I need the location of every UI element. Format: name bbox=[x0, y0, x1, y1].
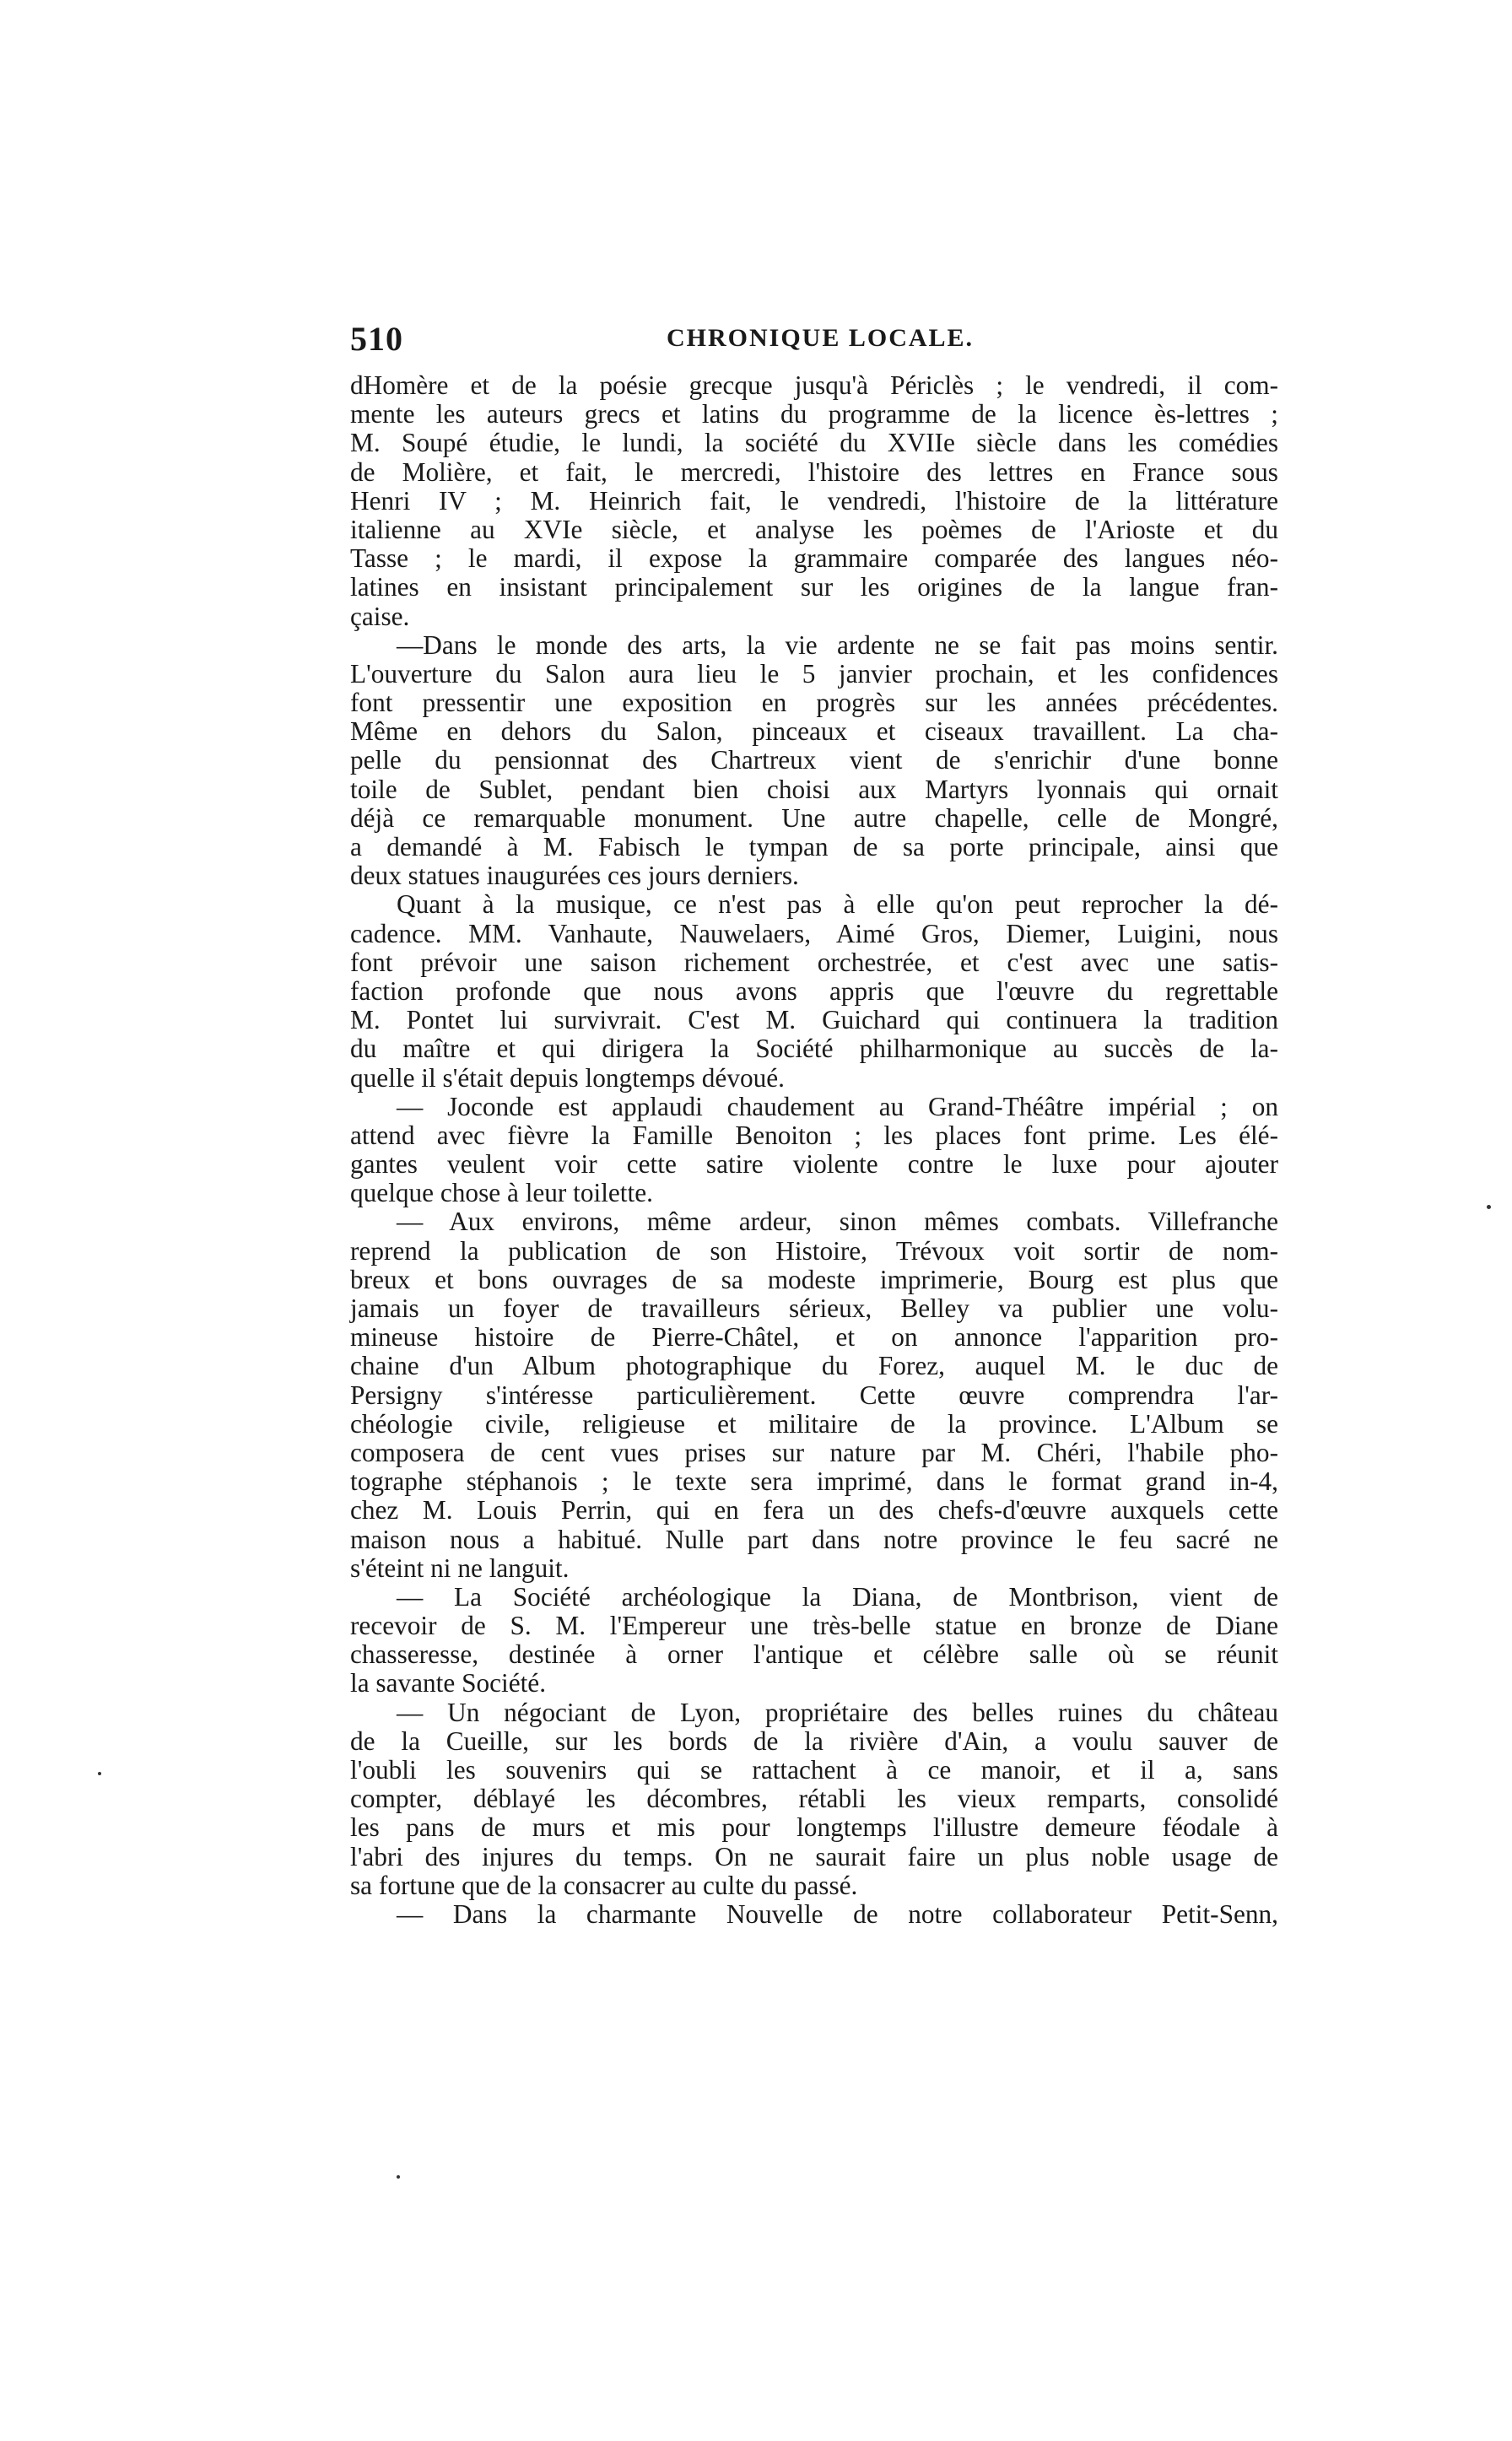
text-line: compter, déblayé les décombres, rétabli les vieux remparts, consolidé bbox=[350, 1784, 1278, 1814]
print-speck bbox=[397, 2175, 400, 2179]
text-line: les pans de murs et mis pour longtemps l'illustre demeure féodale à bbox=[350, 1812, 1278, 1843]
text-line: — Un négociant de Lyon, propriétaire des belles ruines du château bbox=[397, 1697, 1278, 1727]
text-line: toile de Sublet, pendant bien choisi aux Martyrs lyonnais qui ornait bbox=[350, 774, 1278, 804]
text-line: cadence. MM. Vanhaute, Nauwelaers, Aimé Gros, Diemer, Luigini, nous bbox=[350, 918, 1278, 948]
text-line: chasseresse, destinée à orner l'antique et célèbre salle où se réunit bbox=[350, 1639, 1278, 1670]
text-line: — Dans la charmante Nouvelle de notre collaborateur Petit-Senn, bbox=[397, 1898, 1278, 1929]
text-line: l'abri des injures du temps. On ne saurait faire un plus noble usage de bbox=[350, 1841, 1278, 1871]
print-speck bbox=[98, 1772, 101, 1775]
text-line: deux statues inaugurées ces jours derniers. bbox=[350, 861, 799, 891]
text-line: font prévoir une saison richement orchestrée, et c'est avec une satis- bbox=[350, 947, 1278, 977]
text-line: mineuse histoire de Pierre-Châtel, et on annonce l'apparition pro- bbox=[350, 1322, 1278, 1353]
text-line: s'éteint ni ne languit. bbox=[350, 1553, 570, 1583]
text-line: breux et bons ouvrages de sa modeste imprimerie, Bourg est plus que bbox=[350, 1264, 1278, 1294]
text-line: — Joconde est applaudi chaudement au Grand-Théâtre impérial ; on bbox=[397, 1091, 1278, 1121]
text-line: chez M. Louis Perrin, qui en fera un des chefs-d'œuvre auxquels cette bbox=[350, 1495, 1278, 1526]
text-line: pelle du pensionnat des Chartreux vient de s'enrichir d'une bonne bbox=[350, 745, 1278, 775]
text-line: chaine d'un Album photographique du Forez, auquel M. le duc de bbox=[350, 1351, 1278, 1381]
text-line: çaise. bbox=[350, 601, 410, 631]
running-title: CHRONIQUE LOCALE. bbox=[667, 324, 975, 352]
text-line: chéologie civile, religieuse et militaire de la province. L'Album se bbox=[350, 1408, 1278, 1439]
page-number: 510 bbox=[350, 320, 403, 358]
text-line: Même en dehors du Salon, pinceaux et ciseaux travaillent. La cha- bbox=[350, 716, 1278, 747]
text-line: tographe stéphanois ; le texte sera imprimé, dans le format grand in-4, bbox=[350, 1466, 1278, 1497]
text-line: maison nous a habitué. Nulle part dans notre province le feu sacré ne bbox=[350, 1524, 1278, 1554]
text-line: quelle il s'était depuis longtemps dévoué. bbox=[350, 1062, 785, 1093]
text-line: l'oubli les souvenirs qui se rattachent à ce manoir, et il a, sans bbox=[350, 1755, 1278, 1785]
text-line: gantes veulent voir cette satire violente contre le luxe pour ajouter bbox=[350, 1149, 1278, 1180]
text-line: faction profonde que nous avons appris que l'œuvre du regrettable bbox=[350, 975, 1278, 1006]
text-line: du maître et qui dirigera la Société philharmonique au succès de la- bbox=[350, 1034, 1278, 1064]
text-line: quelque chose à leur toilette. bbox=[350, 1178, 653, 1208]
text-line: dHomère et de la poésie grecque jusqu'à Périclès ; le vendredi, il com- bbox=[350, 370, 1278, 400]
text-line: reprend la publication de son Histoire, Trévoux voit sortir de nom- bbox=[350, 1235, 1278, 1266]
text-line: — La Société archéologique la Diana, de Montbrison, vient de bbox=[397, 1581, 1278, 1612]
text-line: a demandé à M. Fabisch le tympan de sa porte principale, ainsi que bbox=[350, 832, 1278, 861]
text-line: jamais un foyer de travailleurs sérieux, Belley va publier une volu- bbox=[350, 1293, 1278, 1323]
text-line: composera de cent vues prises sur nature par M. Chéri, l'habile pho- bbox=[350, 1437, 1278, 1467]
text-line: Quant à la musique, ce n'est pas à elle qu'on peut reprocher la dé- bbox=[397, 889, 1278, 920]
body-text bbox=[350, 371, 1278, 1929]
text-line: latines en insistant principalement sur les origines de la langue fran- bbox=[350, 572, 1278, 602]
text-line: Tasse ; le mardi, il expose la grammaire comparée des langues néo- bbox=[350, 543, 1278, 574]
text-line: Persigny s'intéresse particulièrement. Cette œuvre comprendra l'ar- bbox=[350, 1380, 1278, 1410]
text-line: M. Soupé étudie, le lundi, la société du XVIIe siècle dans les comédies bbox=[350, 428, 1278, 458]
text-line: Henri IV ; M. Heinrich fait, le vendredi, l'histoire de la littérature bbox=[350, 485, 1278, 516]
text-line: déjà ce remarquable monument. Une autre chapelle, celle de Mongré, bbox=[350, 802, 1278, 833]
text-line: italienne au XVIe siècle, et analyse les poèmes de l'Arioste et du bbox=[350, 514, 1278, 544]
print-speck bbox=[1487, 1205, 1491, 1209]
text-line: font pressentir une exposition en progrès sur les années précédentes. bbox=[350, 688, 1278, 718]
text-line: sa fortune que de la consacrer au culte du passé. bbox=[350, 1870, 858, 1900]
text-line: — Aux environs, même ardeur, sinon mêmes combats. Villefranche bbox=[397, 1207, 1278, 1237]
text-line: L'ouverture du Salon aura lieu le 5 janvier prochain, et les confidences bbox=[350, 658, 1278, 689]
text-line: M. Pontet lui survivrait. C'est M. Guichard qui continuera la tradition bbox=[350, 1005, 1278, 1035]
text-line: recevoir de S. M. l'Empereur une très-belle statue en bronze de Diane bbox=[350, 1611, 1278, 1641]
text-line: la savante Société. bbox=[350, 1668, 547, 1698]
text-line: de Molière, et fait, le mercredi, l'histoire des lettres en France sous bbox=[350, 456, 1278, 487]
text-line: —Dans le monde des arts, la vie ardente ne se fait pas moins sentir. bbox=[397, 629, 1278, 660]
text-line: mente les auteurs grecs et latins du programme de la licence ès-lettres ; bbox=[350, 399, 1278, 429]
text-line: attend avec fièvre la Famille Benoiton ; les places font prime. Les élé- bbox=[350, 1120, 1278, 1150]
page-header bbox=[350, 319, 1278, 361]
text-line: de la Cueille, sur les bords de la rivière d'Ain, a voulu sauver de bbox=[350, 1725, 1278, 1756]
